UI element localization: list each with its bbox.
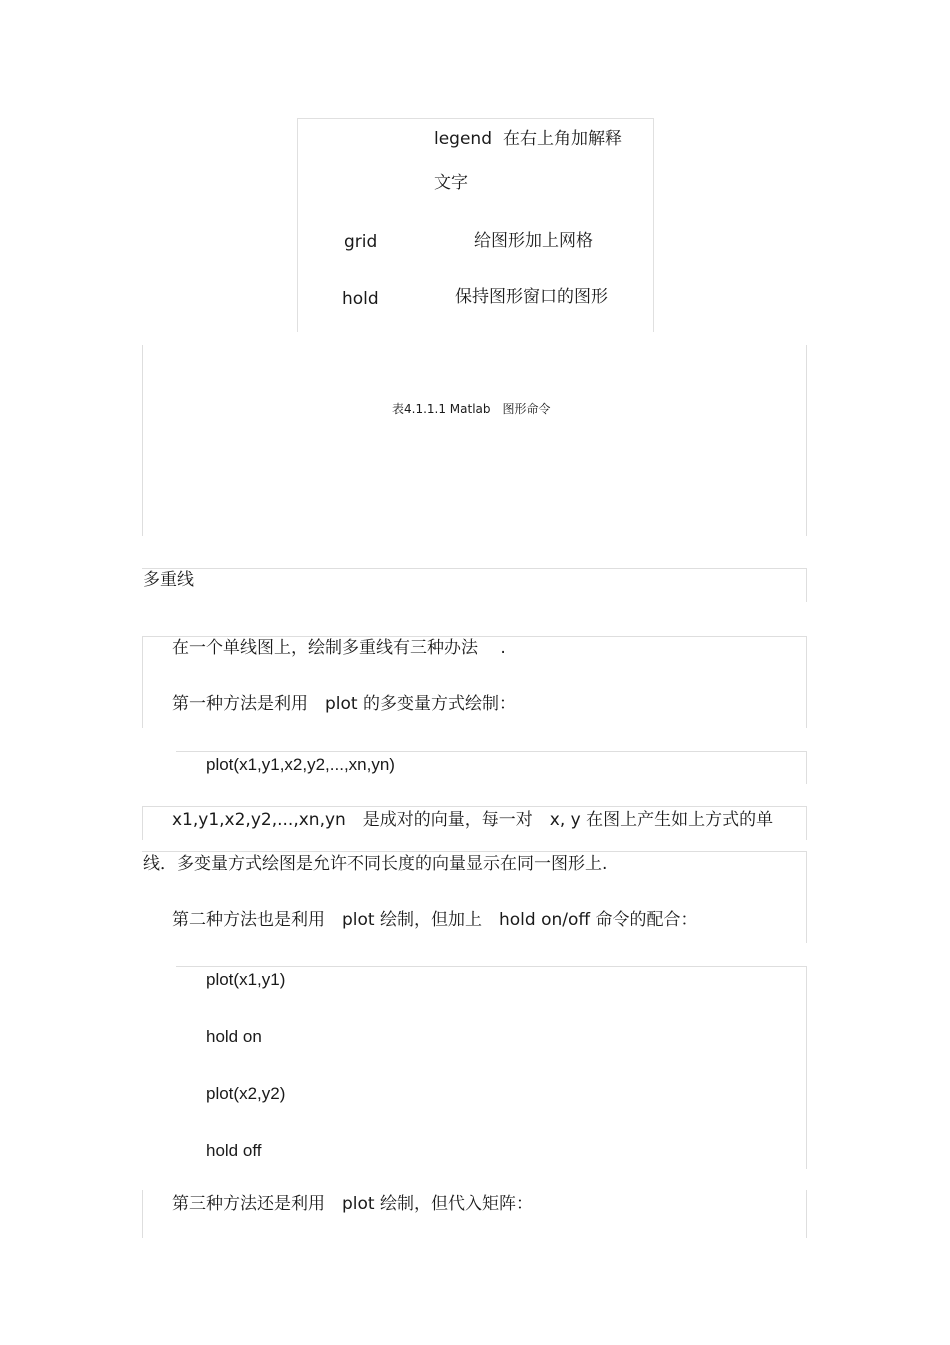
table-cell-grid-cmd: grid: [344, 232, 378, 252]
code-line-plot1: plot(x1,y1): [206, 970, 286, 989]
caption-frame: [142, 345, 807, 536]
paragraph-method-2: 第二种方法也是利用 plot 绘制，但加上 hold on/off 命令的配合：: [172, 910, 698, 930]
code-line-multivar: plot(x1,y1,x2,y2,...,xn,yn): [206, 755, 395, 774]
paragraph-vectors-line1: x1,y1,x2,y2,...,xn,yn 是成对的向量，每一对 x, y 在图上产生如上方式的单: [172, 810, 774, 830]
code-line-hold-off: hold off: [206, 1141, 262, 1160]
table-cell-hold-cmd: hold: [342, 289, 379, 309]
paragraph-method-1: 第一种方法是利用 plot 的多变量方式绘制：: [172, 694, 516, 714]
section-title-frame: [142, 568, 807, 602]
paragraph-intro: 在一个单线图上，绘制多重线有三种办法 .: [172, 638, 506, 658]
paragraph-vectors-line2: 线．多变量方式绘图是允许不同长度的向量显示在同一图形上.: [143, 854, 608, 874]
table-cell-legend-desc-cont: 文字: [434, 173, 468, 193]
section-title: 多重线: [143, 570, 194, 590]
code-line-hold-on: hold on: [206, 1027, 262, 1046]
table-caption: 表4.1.1.1 Matlab 图形命令: [392, 402, 551, 416]
code-frame-2: [176, 966, 807, 1169]
code-line-plot2: plot(x2,y2): [206, 1084, 286, 1103]
table-cell-legend-desc: 在右上角加解释: [503, 129, 622, 149]
table-cell-hold-desc: 保持图形窗口的图形: [455, 287, 608, 307]
table-cell-legend-cmd: legend: [434, 129, 492, 149]
paragraph-method-3: 第三种方法还是利用 plot 绘制，但代入矩阵：: [172, 1194, 533, 1214]
table-cell-grid-desc: 给图形加上网格: [474, 231, 593, 251]
